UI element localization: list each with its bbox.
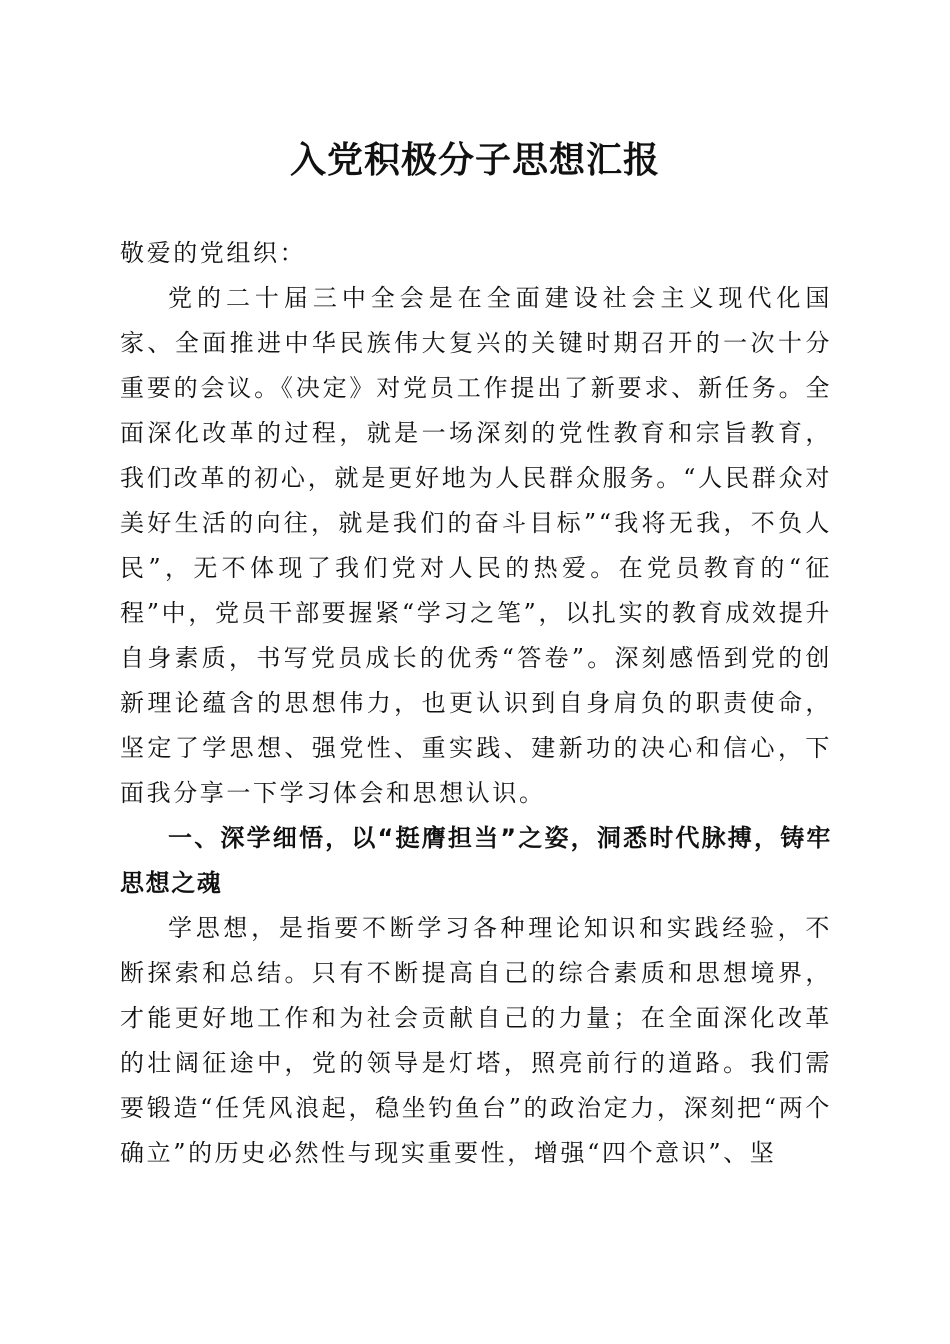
- section-heading: 一、深学细悟，以“挺膺担当”之姿，洞悉时代脉搏，铸牢思想之魂: [120, 824, 832, 897]
- salutation: 敬爱的党组织：: [120, 239, 307, 267]
- document-title: 入党积极分子思想汇报: [289, 139, 660, 181]
- section-paragraph: 学思想，是指要不断学习各种理论知识和实践经验，不断探索和总结。只有不断提高自己的综合素质和思想境界，才能更好地工作和为社会贡献自己的力量；在全面深化改革的壮阔征途中，党的领导是灯塔，照亮前行的道路。我们需要锻造“任凭风浪起，稳坐钓鱼台”的政治定力，深刻把“两个确立”的历史必然性与现实重要性，增强“四个意识”、坚: [120, 914, 832, 1167]
- document-body: [120, 231, 832, 1176]
- intro-paragraph: 党的二十届三中全会是在全面建设社会主义现代化国家、全面推进中华民族伟大复兴的关键时期召开的一次十分重要的会议。《决定》对党员工作提出了新要求、新任务。全面深化改革的过程，就是一场深刻的党性教育和宗旨教育，我们改革的初心，就是更好地为人民群众服务。“人民群众对美好生活的向往，就是我们的奋斗目标”“我将无我，不负人民”，无不体现了我们党对人民的热爱。在党员教育的“征程”中，党员干部要握紧“学习之笔”，以扎实的教育成效提升自身素质，书写党员成长的优秀“答卷”。深刻感悟到党的创新理论蕴含的思想伟力，也更认识到自身肩负的职责使命，坚定了学思想、强党性、重实践、建新功的决心和信心，下面我分享一下学习体会和思想认识。: [120, 284, 832, 807]
